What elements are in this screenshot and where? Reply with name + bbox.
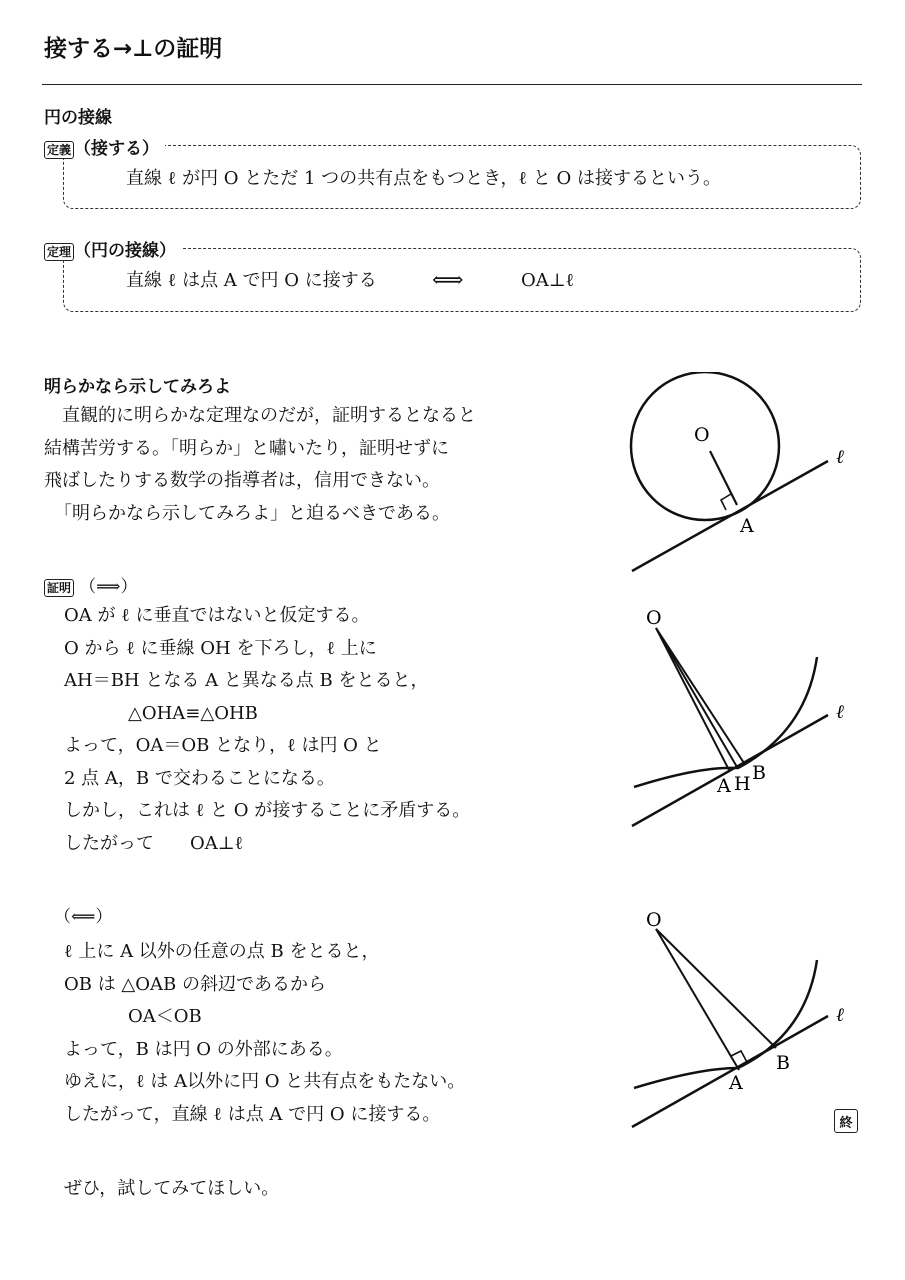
proof-line: したがって，直線 ℓ は点 A で円 O に接する。 [64,1103,441,1125]
proof-forward-label: （⟹） [79,577,138,597]
theorem-right: OA⊥ℓ [521,270,575,291]
label-l: ℓ [836,446,844,468]
proof-line: ℓ 上に A 以外の任意の点 B をとると， [64,941,380,962]
proof-line: AH＝BH となる A と異なる点 B をとると， [64,670,429,691]
label-o: O [694,424,710,446]
proof-forward-header [44,571,137,604]
definition-label: （接する） [74,139,160,159]
label-b: B [752,762,766,784]
end-mark: 終 [834,1109,858,1133]
proof-line: OA が ℓ に垂直ではないと仮定する。 [64,605,370,626]
proof-line: ゆえに，ℓ は A以外に円 O と共有点をもたない。 [64,1071,466,1092]
proof-backward-label: （⟸） [54,907,113,927]
figure-hypotenuse [620,905,870,1135]
right-angle-mark [721,494,731,510]
definition-tag: 定義 [44,141,74,159]
segment-ob [656,628,744,763]
closing-text: ぜひ，試してみてほしい。 [64,1178,280,1199]
theorem-header [44,236,182,261]
intro-line: 直観的に明らかな定理なのだが，証明するとなると [62,405,476,426]
title-divider [42,84,862,85]
tangent-line [632,461,828,571]
proof-line: よって，OA＝OB となり，ℓ は円 O と [64,735,382,756]
figure-circle-tangent [620,372,870,582]
radius-oa [710,451,737,505]
intro-line: 飛ばしたりする数学の指導者は，信用できない。 [44,470,440,491]
label-a: A [717,775,731,797]
theorem-left: 直線 ℓ は点 A で円 O に接する [126,270,377,291]
label-o: O [646,607,662,629]
theorem-equivalence-arrow: ⟺ [432,268,464,293]
section-heading-tangent: 円の接線 [44,108,112,128]
figure-contradiction [620,600,870,835]
proof-line: したがって OA⊥ℓ [64,832,244,854]
proof-line: OA＜OB [128,1006,202,1027]
proof-line: OB は △OAB の斜辺であるから [64,973,326,995]
proof-line: よって，B は円 O の外部にある。 [64,1038,343,1060]
theorem-tag: 定理 [44,243,74,261]
section-heading-show-me: 明らかなら示してみろよ [44,377,231,397]
label-a: A [729,1072,743,1094]
segment-oh [656,628,737,767]
intro-line: 結構苦労する。「明らか」と嘯いたり，証明せずに [44,437,449,459]
circle-arc [634,657,817,787]
proof-line: 2 点 A，B で交わることになる。 [64,767,335,789]
label-h: H [734,773,751,795]
proof-line: しかし，これは ℓ と O が接することに矛盾する。 [64,800,471,821]
theorem-label: （円の接線） [74,241,177,261]
label-l: ℓ [836,701,844,723]
label-a: A [740,515,754,537]
definition-header [44,134,165,159]
intro-line: 「明らかなら示してみろよ」と迫るべきである。 [54,502,450,524]
proof-forward-body [64,600,470,860]
label-l: ℓ [836,1004,844,1026]
proof-backward-body [64,936,465,1131]
definition-text: 直線 ℓ が円 O とただ 1 つの共有点をもつとき，ℓ と O は接するという。 [126,168,721,189]
proof-line: O から ℓ に垂線 OH を下ろし，ℓ 上に [64,637,377,659]
proof-tag: 証明 [44,579,74,597]
proof-line: △OHA≡△OHB [128,702,258,724]
intro-paragraph [44,400,476,530]
circle-o [631,372,779,520]
label-b: B [776,1052,790,1074]
tangent-line [632,715,828,826]
label-o: O [646,909,662,931]
page-title: 接する→⊥の証明 [44,36,223,62]
segment-oa [656,628,729,770]
